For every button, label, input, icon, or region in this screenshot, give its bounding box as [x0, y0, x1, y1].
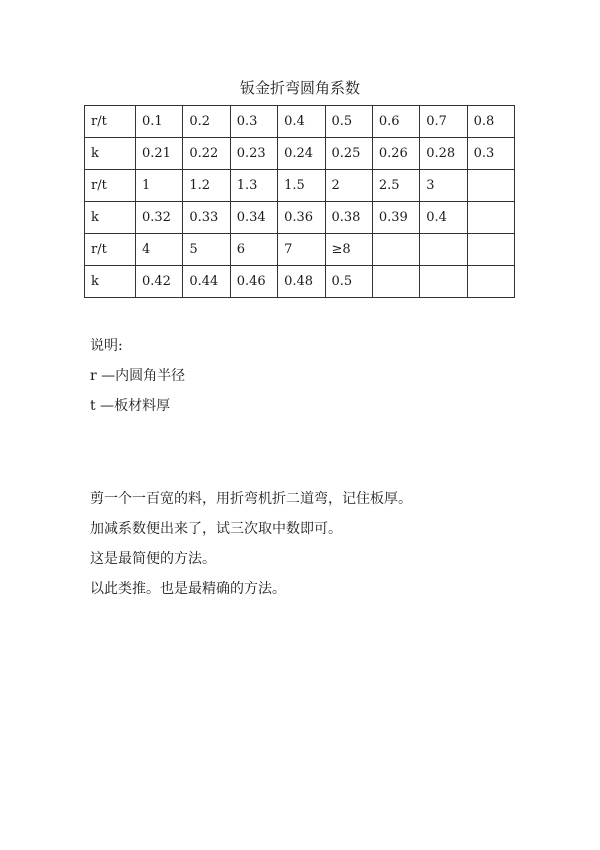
- table-row: [85, 202, 515, 234]
- row-label-cell: k: [85, 266, 136, 298]
- row-label-cell: r/t: [85, 234, 136, 266]
- table-cell: ≥8: [325, 234, 372, 266]
- table-row: [85, 138, 515, 170]
- table-cell: 0.46: [230, 266, 277, 298]
- table-cell: 0.34: [230, 202, 277, 234]
- paragraph: 加减系数便出来了，试三次取中数即可。: [90, 521, 342, 537]
- table-cell: [467, 202, 514, 234]
- table-row: [85, 266, 515, 298]
- row-label-cell: r/t: [85, 106, 136, 138]
- bend-coefficient-table: [84, 105, 515, 298]
- row-label-cell: r/t: [85, 170, 136, 202]
- table-cell: 6: [230, 234, 277, 266]
- table-cell: [420, 234, 467, 266]
- method-paragraphs: [90, 489, 412, 609]
- table-cell: 0.6: [372, 106, 419, 138]
- table-cell: 2: [325, 170, 372, 202]
- table-cell: 0.36: [278, 202, 325, 234]
- notes-section: [90, 336, 185, 426]
- table-cell: 7: [278, 234, 325, 266]
- paragraph: 剪一个一百宽的料，用折弯机折二道弯，记住板厚。: [90, 491, 412, 507]
- table-cell: 0.21: [136, 138, 183, 170]
- table-cell: 0.5: [325, 266, 372, 298]
- table-cell: [467, 170, 514, 202]
- table-cell: 0.48: [278, 266, 325, 298]
- table-cell: [372, 234, 419, 266]
- paragraph: 这是最简便的方法。: [90, 551, 216, 567]
- table-cell: 2.5: [372, 170, 419, 202]
- table-cell: 0.39: [372, 202, 419, 234]
- table-row: [85, 170, 515, 202]
- table-cell: 0.22: [183, 138, 230, 170]
- table-cell: 0.2: [183, 106, 230, 138]
- row-label-cell: k: [85, 202, 136, 234]
- table-cell: 0.4: [278, 106, 325, 138]
- table-cell: 0.38: [325, 202, 372, 234]
- table-cell: 0.3: [467, 138, 514, 170]
- table-row: [85, 106, 515, 138]
- note-item-t: t —板材料厚: [90, 398, 171, 414]
- table-cell: [467, 266, 514, 298]
- table-cell: 1.3: [230, 170, 277, 202]
- table-cell: [420, 266, 467, 298]
- table-cell: 0.42: [136, 266, 183, 298]
- document-title: 钣金折弯圆角系数: [239, 79, 360, 97]
- row-label-cell: k: [85, 138, 136, 170]
- table-row: [85, 234, 515, 266]
- table-cell: 1.2: [183, 170, 230, 202]
- table-cell: 0.24: [278, 138, 325, 170]
- note-item-r: r —内圆角半径: [90, 368, 186, 384]
- table-cell: 0.32: [136, 202, 183, 234]
- table-cell: 0.33: [183, 202, 230, 234]
- table-cell: 0.26: [372, 138, 419, 170]
- table-cell: 0.8: [467, 106, 514, 138]
- table-cell: 5: [183, 234, 230, 266]
- table-cell: [467, 234, 514, 266]
- table-cell: 4: [136, 234, 183, 266]
- table-cell: [372, 266, 419, 298]
- table-cell: 0.25: [325, 138, 372, 170]
- table-cell: 0.44: [183, 266, 230, 298]
- table-cell: 0.28: [420, 138, 467, 170]
- table-cell: 0.3: [230, 106, 277, 138]
- table-cell: 1: [136, 170, 183, 202]
- table-cell: 0.5: [325, 106, 372, 138]
- notes-heading: 说明:: [90, 338, 123, 354]
- paragraph: 以此类推。也是最精确的方法。: [90, 581, 286, 597]
- table-cell: 0.7: [420, 106, 467, 138]
- table-cell: 0.4: [420, 202, 467, 234]
- table-cell: 0.23: [230, 138, 277, 170]
- table-cell: 3: [420, 170, 467, 202]
- table-cell: 1.5: [278, 170, 325, 202]
- table-cell: 0.1: [136, 106, 183, 138]
